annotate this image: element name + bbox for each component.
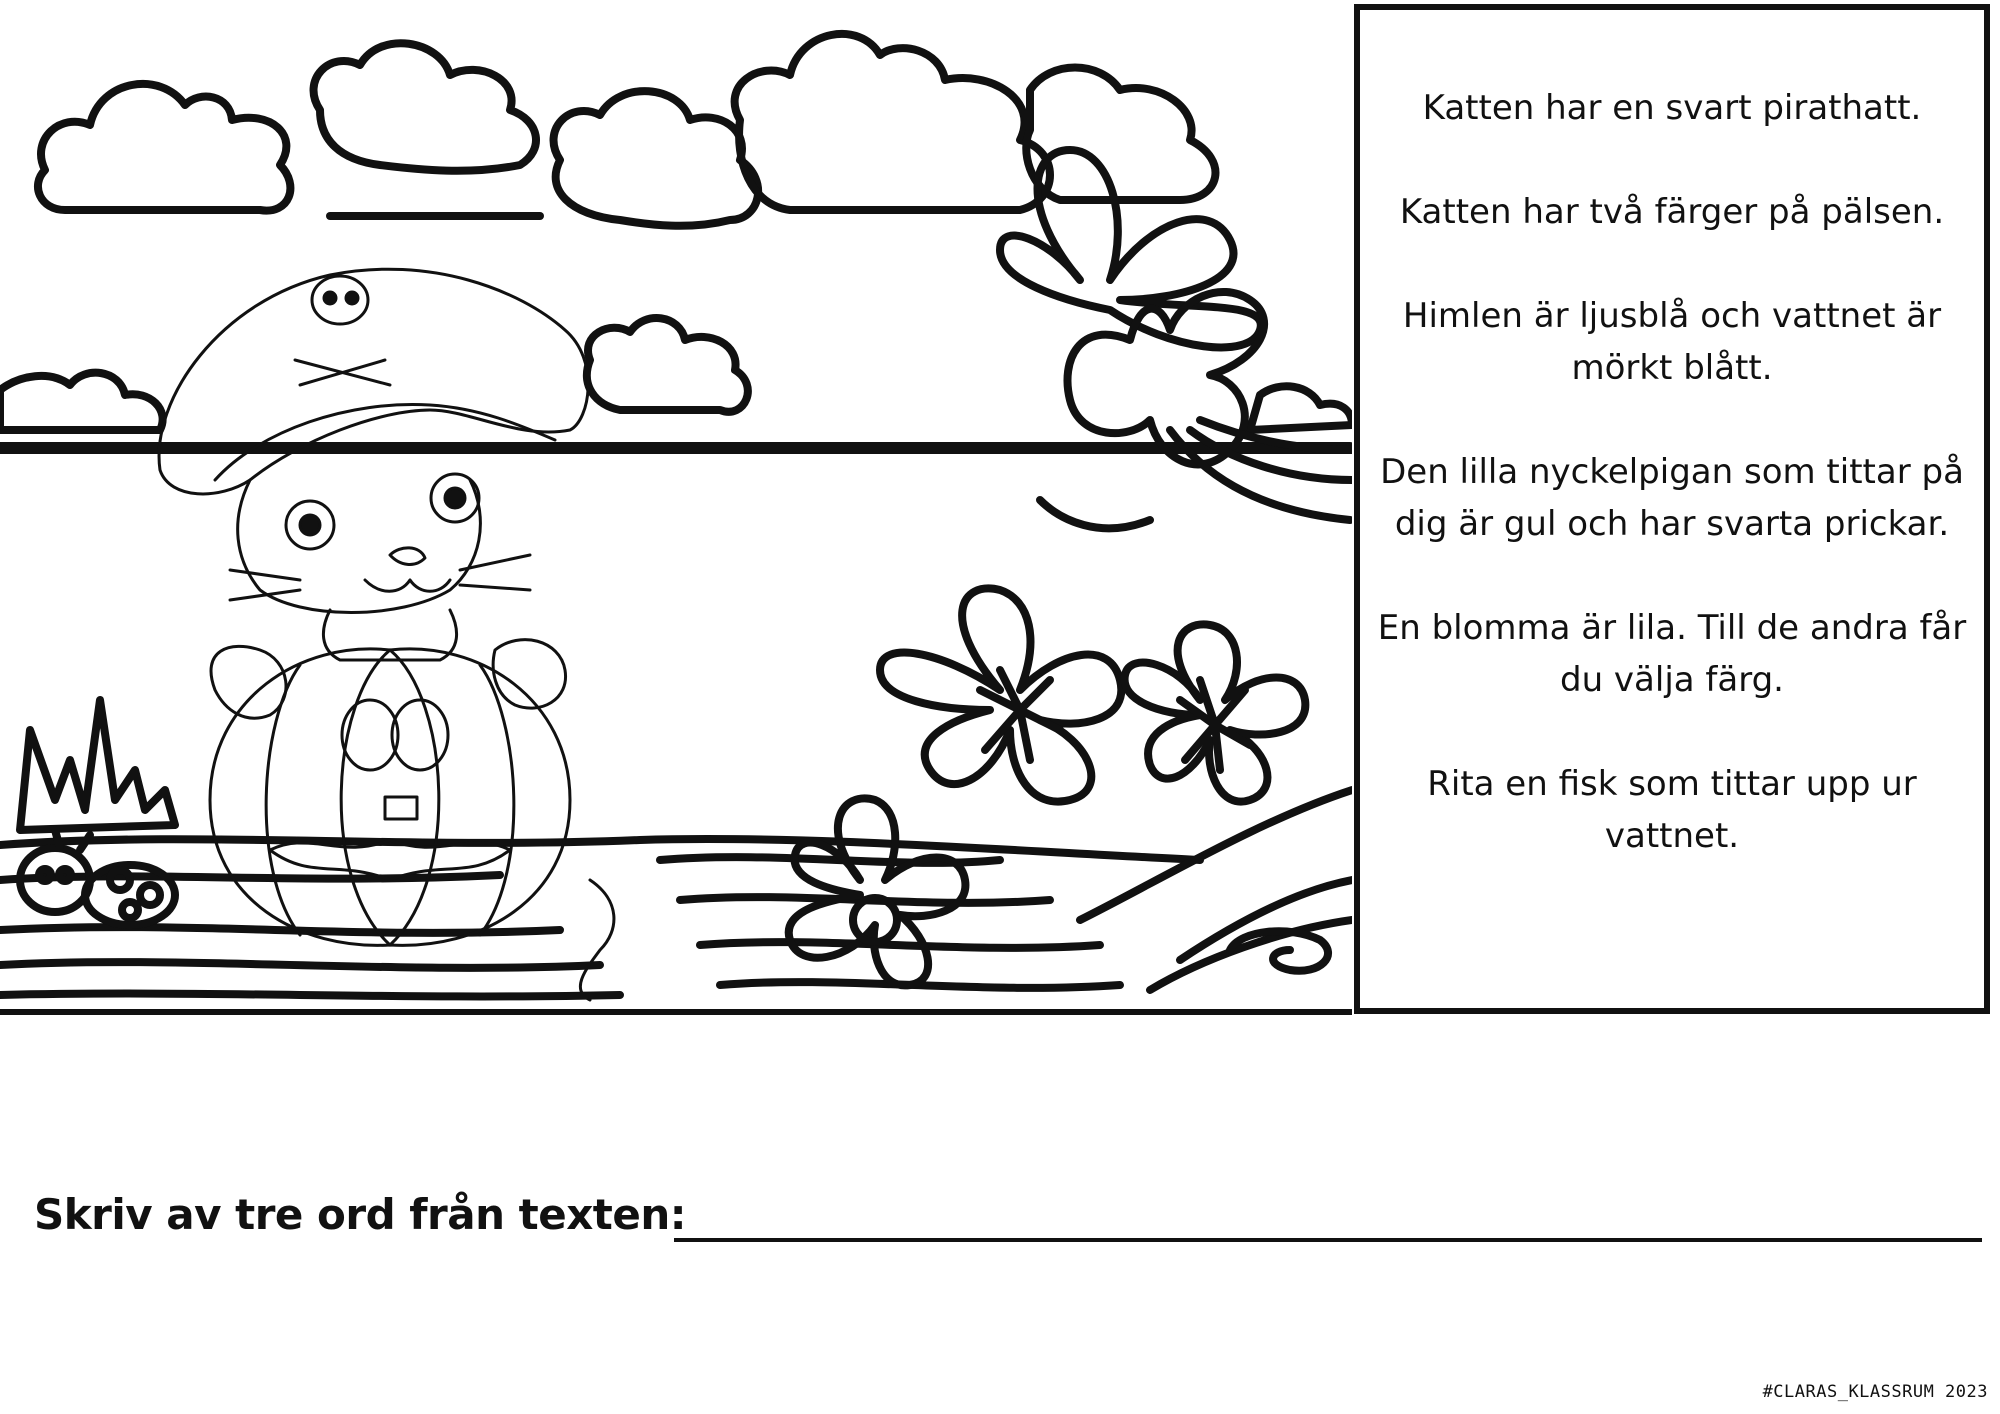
coloring-illustration (0, 0, 1352, 1016)
instruction-2: Katten har två färger på pälsen. (1399, 192, 1945, 232)
instruction-4: Den lilla nyckelpigan som tittar på dig är gul och har svarta prickar. (1380, 452, 1964, 544)
instruction-3: Himlen är ljusblå och vattnet är mörkt blått. (1402, 296, 1942, 388)
pumpkin-icon (210, 649, 570, 945)
cat-pirate-icon (159, 269, 614, 1000)
writing-prompt (34, 1185, 1984, 1265)
instructions-box (1354, 4, 1990, 1014)
cloud-icon (0, 34, 1352, 430)
footer-credit: #CLARAS_KLASSRUM 2023 (1762, 1382, 1988, 1402)
prompt-label: Skriv av tre ord från texten: (34, 1190, 687, 1239)
instruction-5: En blomma är lila. Till de andra får du välja färg. (1377, 608, 1967, 700)
instruction-1: Katten har en svart pirathatt. (1422, 88, 1922, 128)
instruction-6: Rita en fisk som tittar upp ur vattnet. (1427, 764, 1917, 856)
grass-icon (20, 700, 175, 830)
answer-line[interactable] (674, 1238, 1982, 1242)
log-icon (0, 790, 1352, 996)
